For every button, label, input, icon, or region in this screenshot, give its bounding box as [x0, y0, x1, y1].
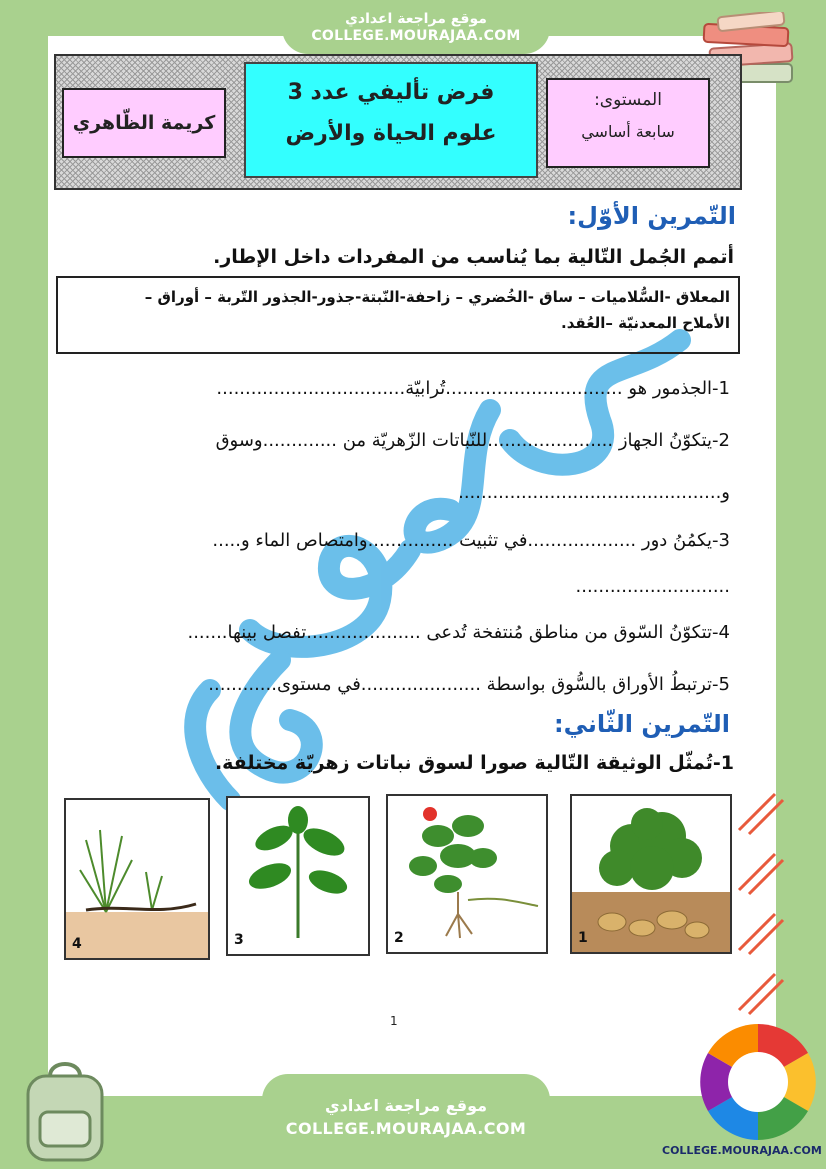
question-3: 3-يكمُنُ دور ...................في تثبيت ...............وامتصاص الماء و..... [212, 530, 730, 551]
site-url-footer[interactable]: COLLEGE.MOURAJAA.COM [285, 1119, 527, 1138]
level-box [546, 78, 710, 168]
level-value: سابعة أساسي [581, 122, 675, 141]
photo-number: 1 [578, 930, 588, 946]
word-bank-line2: الأملاح المعدنيّة –العُقد. [561, 314, 730, 332]
site-name: موقع مراجعة اعدادي [345, 11, 487, 27]
site-name-footer: موقع مراجعة اعدادي [324, 1096, 488, 1115]
word-bank-box [56, 276, 740, 354]
potato-plant-icon [572, 796, 730, 952]
photo-number: 4 [72, 936, 82, 952]
site-url[interactable]: COLLEGE.MOURAJAA.COM [311, 28, 521, 44]
exercise1-instruction: أتمم الجُمل التّالية بما يُناسب من المفردات داخل الإطار. [213, 246, 734, 268]
exam-subject: علوم الحياة والأرض [285, 121, 497, 146]
photo-2 [386, 794, 548, 954]
question-4: 4-تتكوّنُ السّوق من مناطق مُنتفخة تُدعى ....................تفصل بينها....... [187, 622, 730, 643]
exercise2-title: التّمرين الثّاني: [554, 710, 730, 738]
strawberry-plant-icon [388, 796, 546, 952]
mint-plant-icon [228, 798, 368, 954]
logo-url[interactable]: COLLEGE.MOURAJAA.COM [662, 1144, 822, 1157]
question-2-continued: و.............................................. [458, 482, 730, 503]
photo-4 [64, 798, 210, 960]
education-logo-icon [694, 1020, 822, 1144]
exam-title: فرض تأليفي عدد 3 [287, 80, 495, 105]
question-2: 2-يتكوّنُ الجهاز ......................للنّباتات الزّهريّة من .............وسوق [215, 430, 730, 451]
photo-1 [570, 794, 732, 954]
teacher-name: كريمة الظّاهري [62, 88, 226, 158]
site-banner-bottom [262, 1074, 550, 1164]
exercise1-title: التّمرين الأوّل: [567, 202, 736, 230]
level-label: المستوى: [594, 90, 662, 110]
backpack-icon [14, 1056, 114, 1166]
chevron-decoration-icon [735, 790, 797, 1050]
word-bank-line1: المعلاق -السُّلاميات – ساق -الخُضري – زاحفة-النّبتة-جذور-الجذور التّربة – أوراق – [144, 288, 730, 306]
exam-title-box [244, 62, 538, 178]
grass-runner-icon [66, 800, 208, 958]
question-3-continued: ........................... [575, 576, 730, 597]
photo-number: 2 [394, 930, 404, 946]
photo-3 [226, 796, 370, 956]
exercise2-question-1: 1-تُمثّل الوثيقة التّالية صورا لسوق نباتات زهريّة مختلفة. [214, 752, 734, 774]
question-5: 5-ترتبطُ الأوراق بالسُّوق بواسطة .....................في مستوى............ [208, 674, 730, 695]
page-number: 1 [390, 1014, 398, 1028]
site-banner-top [282, 4, 550, 54]
exam-header [54, 54, 742, 190]
question-1: 1-الجذمور هو ...............................تُرابيّة................................. [216, 378, 730, 399]
photo-number: 3 [234, 932, 244, 948]
